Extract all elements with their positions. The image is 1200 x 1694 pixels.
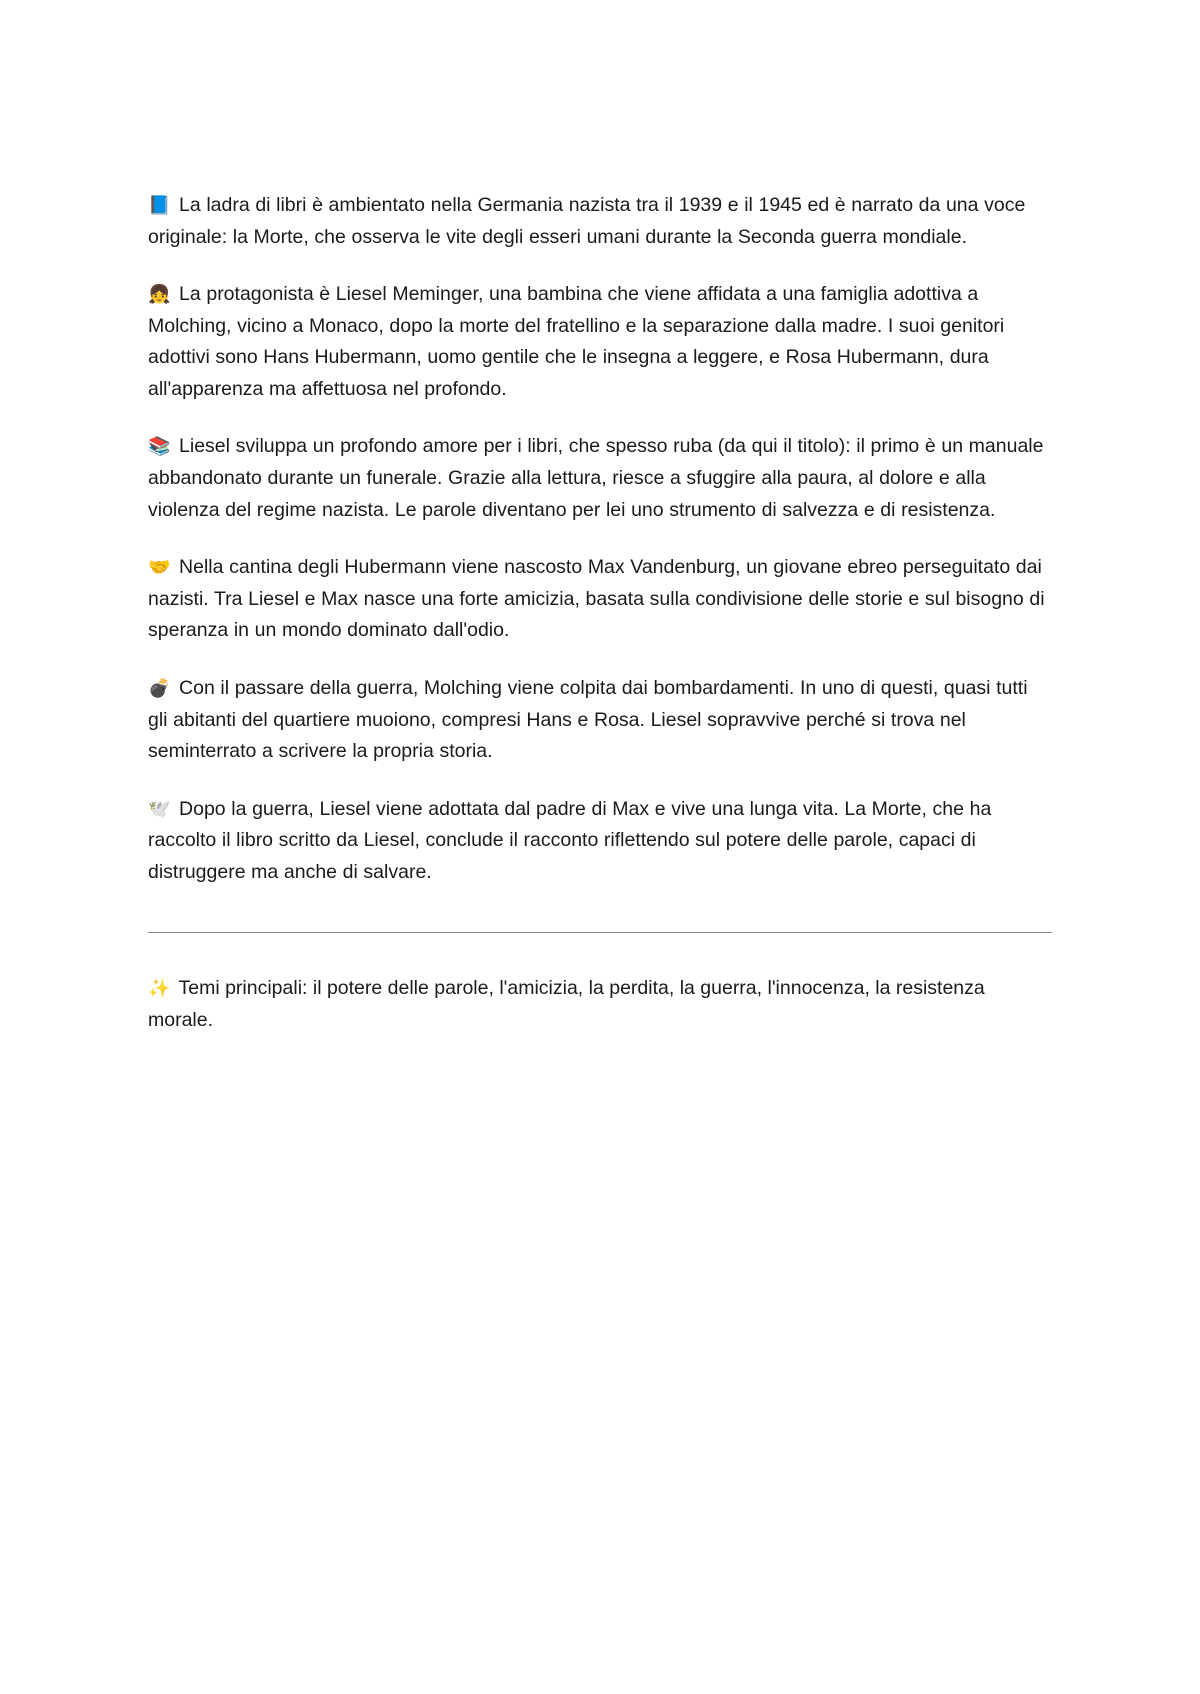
paragraph-text: La protagonista è Liesel Meminger, una bambina che viene affidata a una famiglia adottiva a Molching, vicino a Monaco, dopo la morte del fratellino e la separazione dalla madre. I suoi genitori adottivi sono Hans Hubermann, uomo gentile che le insegna a leggere, e Rosa Hubermann, dura all'apparenza ma affettuosa nel profondo. xyxy=(148,283,1005,400)
bomb-icon: 💣 xyxy=(148,677,171,699)
paragraph-text: Dopo la guerra, Liesel viene adottata dal padre di Max e vive una lunga vita. La Morte, che ha raccolto il libro scritto da Liesel, conclude il racconto riflettendo sul potere delle parole, capaci di distruggere ma anche di salvare. xyxy=(148,797,992,883)
section-divider xyxy=(148,932,1052,933)
handshake-icon: 🤝 xyxy=(148,557,171,579)
blue-book-icon: 📘 xyxy=(148,195,171,216)
paragraph-books xyxy=(148,431,1052,526)
paragraph-war xyxy=(148,673,1052,768)
themes-note xyxy=(148,973,1052,1036)
paragraph-text: Con il passare della guerra, Molching viene colpita dai bombardamenti. In uno di questi, quasi tutti gli abitanti del quartiere muoiono, compresi Hans e Rosa. Liesel sopravvive perché si trova nel seminterrato a scrivere la propria storia. xyxy=(148,676,1028,763)
paragraph-protagonist xyxy=(148,279,1052,405)
paragraph-text: Nella cantina degli Hubermann viene nascosto Max Vandenburg, un giovane ebreo perseguitato dai nazisti. Tra Liesel e Max nasce una forte amicizia, basata sulla condivisione delle storie e sul bisogno di speranza in un mondo dominato dall'odio. xyxy=(148,556,1045,642)
paragraph-friendship xyxy=(148,552,1052,647)
paragraph-text: Liesel sviluppa un profondo amore per i libri, che spesso ruba (da qui il titolo): il primo è un manuale abbandonato durante un funerale. Grazie alla lettura, riesce a sfuggire alla paura, al dolore e alla violenza del regime nazista. Le parole diventano per lei uno strumento di salvezza e di resistenza. xyxy=(148,435,1044,521)
paragraph-epilogue xyxy=(148,794,1052,889)
dove-icon: 🕊️ xyxy=(148,798,171,820)
books-icon: 📚 xyxy=(148,436,171,458)
paragraph-summary xyxy=(148,190,1052,253)
girl-icon: 👧 xyxy=(148,284,171,306)
themes-note-text: Temi principali: il potere delle parole, l'amicizia, la perdita, la guerra, l'innocenza, la resistenza morale. xyxy=(148,977,985,1031)
sparkles-icon: ✨ xyxy=(148,978,171,1000)
document-body xyxy=(148,190,1052,1037)
paragraph-text: La ladra di libri è ambientato nella Germania nazista tra il 1939 e il 1945 ed è narrato da una voce originale: la Morte, che osserva le vite degli esseri umani durante la Seconda guerra mondiale. xyxy=(148,194,1026,248)
